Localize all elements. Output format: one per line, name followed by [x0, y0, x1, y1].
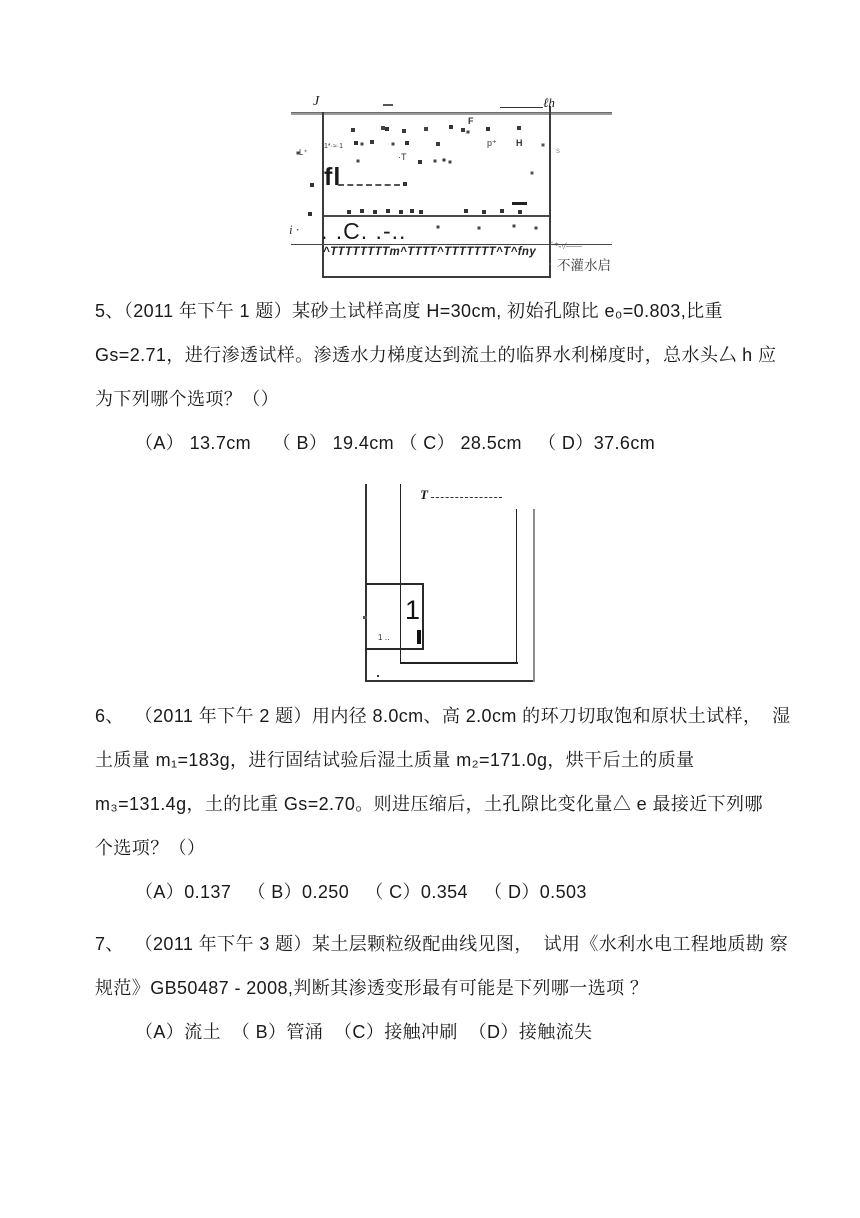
- figure-top-short-dash: [512, 202, 527, 205]
- figure-mid-bold-mark: [417, 630, 421, 644]
- figure-top-hatch-text: ^TTTTTTTTm^TTTT^TTTTTTT^T^fny: [323, 246, 537, 258]
- scan-noise-letter: ·T: [398, 152, 407, 162]
- question-6-line-3: m₃=131.4g，土的比重 Gs=2.70。则进压缩后，土孔隙比变化量△ e 最接近下列哪: [95, 794, 763, 814]
- question-5: [95, 289, 805, 465]
- figure-top-layer-line: [324, 215, 549, 217]
- figure-top-dash-mark: [383, 104, 393, 106]
- question-6-line-4: 个选项？（）: [95, 838, 206, 858]
- scan-noise-letter: H: [516, 138, 523, 148]
- figure-mid-label-t: T: [420, 487, 428, 502]
- scan-noise-dots: [0, 0, 2, 2]
- figure-top-underline: [500, 107, 543, 108]
- scan-noise-letter: i ·: [289, 222, 300, 237]
- question-5-line-2: Gs=2.71，进行渗透试样。渗透水力梯度达到流土的临界水利梯度时，总水头厶 h 应: [95, 345, 777, 365]
- figure-mid-outer-bottom: [365, 680, 535, 682]
- scan-noise-letter: s: [556, 146, 560, 155]
- figure-mid-sample-number: 1: [405, 595, 421, 625]
- figure-top-ground-line: [291, 112, 612, 115]
- figure-mid-inner-bottom: [400, 662, 518, 664]
- scan-noise-letter: 1*·≈·1: [324, 143, 344, 150]
- figure-top-box-bottom: [322, 276, 551, 278]
- scan-noise-letter: p⁺: [487, 138, 497, 148]
- question-7-line-2: 规范》GB50487 - 2008,判断其渗透变形最有可能是下列哪一选项 ？: [95, 978, 649, 998]
- question-7-line-1: 7、 （2011 年下午 3 题）某土层颗粒级配曲线见图， 试用《水利水电工程地质勘 察: [95, 934, 789, 954]
- question-5-line-1: 5、（2011 年下午 1 题）某砂土试样高度 H=30cm, 初始孔隙比 e₀=0.803,比重: [95, 301, 723, 321]
- question-5-line-3: 为下列哪个选项？（）: [95, 389, 279, 409]
- figure-top-arrow-dot: [403, 182, 407, 186]
- question-5-options: （A） 13.7cm （ B） 19.4cm （ C） 28.5cm （ D）37.6cm: [135, 433, 656, 453]
- figure-top-scribble: f *-·/——: [549, 241, 583, 251]
- figure-mid-water-level-dashes: [431, 497, 502, 498]
- question-7: [95, 922, 805, 1054]
- figure-top-label-lh: ℓh: [543, 95, 555, 110]
- scan-noise-letter: F: [468, 116, 474, 126]
- scan-noise-letter: L⁺: [299, 148, 308, 157]
- figure-top-label-fl: fl: [324, 163, 342, 191]
- question-6-options: （A）0.137 （ B）0.250 （ C）0.354 （ D）0.503: [135, 882, 587, 902]
- figure-top-dashed-arrow: [338, 184, 400, 186]
- figure-mid-outer-right-wall: [533, 509, 535, 682]
- figure-mid-inner-right-wall: [516, 509, 517, 664]
- question-6: [95, 694, 805, 914]
- scan-noise-dot: [377, 675, 379, 677]
- figure-top-caption-dot: [549, 263, 551, 265]
- figure-top-box-right-wall: [549, 106, 551, 278]
- question-7-options: （A）流土 （ B）管涌 （C）接触冲刷 （D）接触流失: [135, 1022, 593, 1042]
- figure-mid-tick-marks: 1 ‥: [378, 633, 391, 642]
- question-6-line-1: 6、 （2011 年下午 2 题）用内径 8.0cm、高 2.0cm 的环刀切取饱和原状土试样， 湿: [95, 706, 791, 726]
- figure-top-label-j: J: [313, 94, 320, 109]
- figure-top-label-c: . .C. .-..: [321, 218, 407, 244]
- figure-top-caption: 不灌水启: [557, 258, 611, 273]
- scan-noise-dot: [363, 616, 367, 619]
- question-6-line-2: 土质量 m₁=183g，进行固结试验后湿土质量 m₂=171.0g，烘干后土的质量: [95, 750, 695, 770]
